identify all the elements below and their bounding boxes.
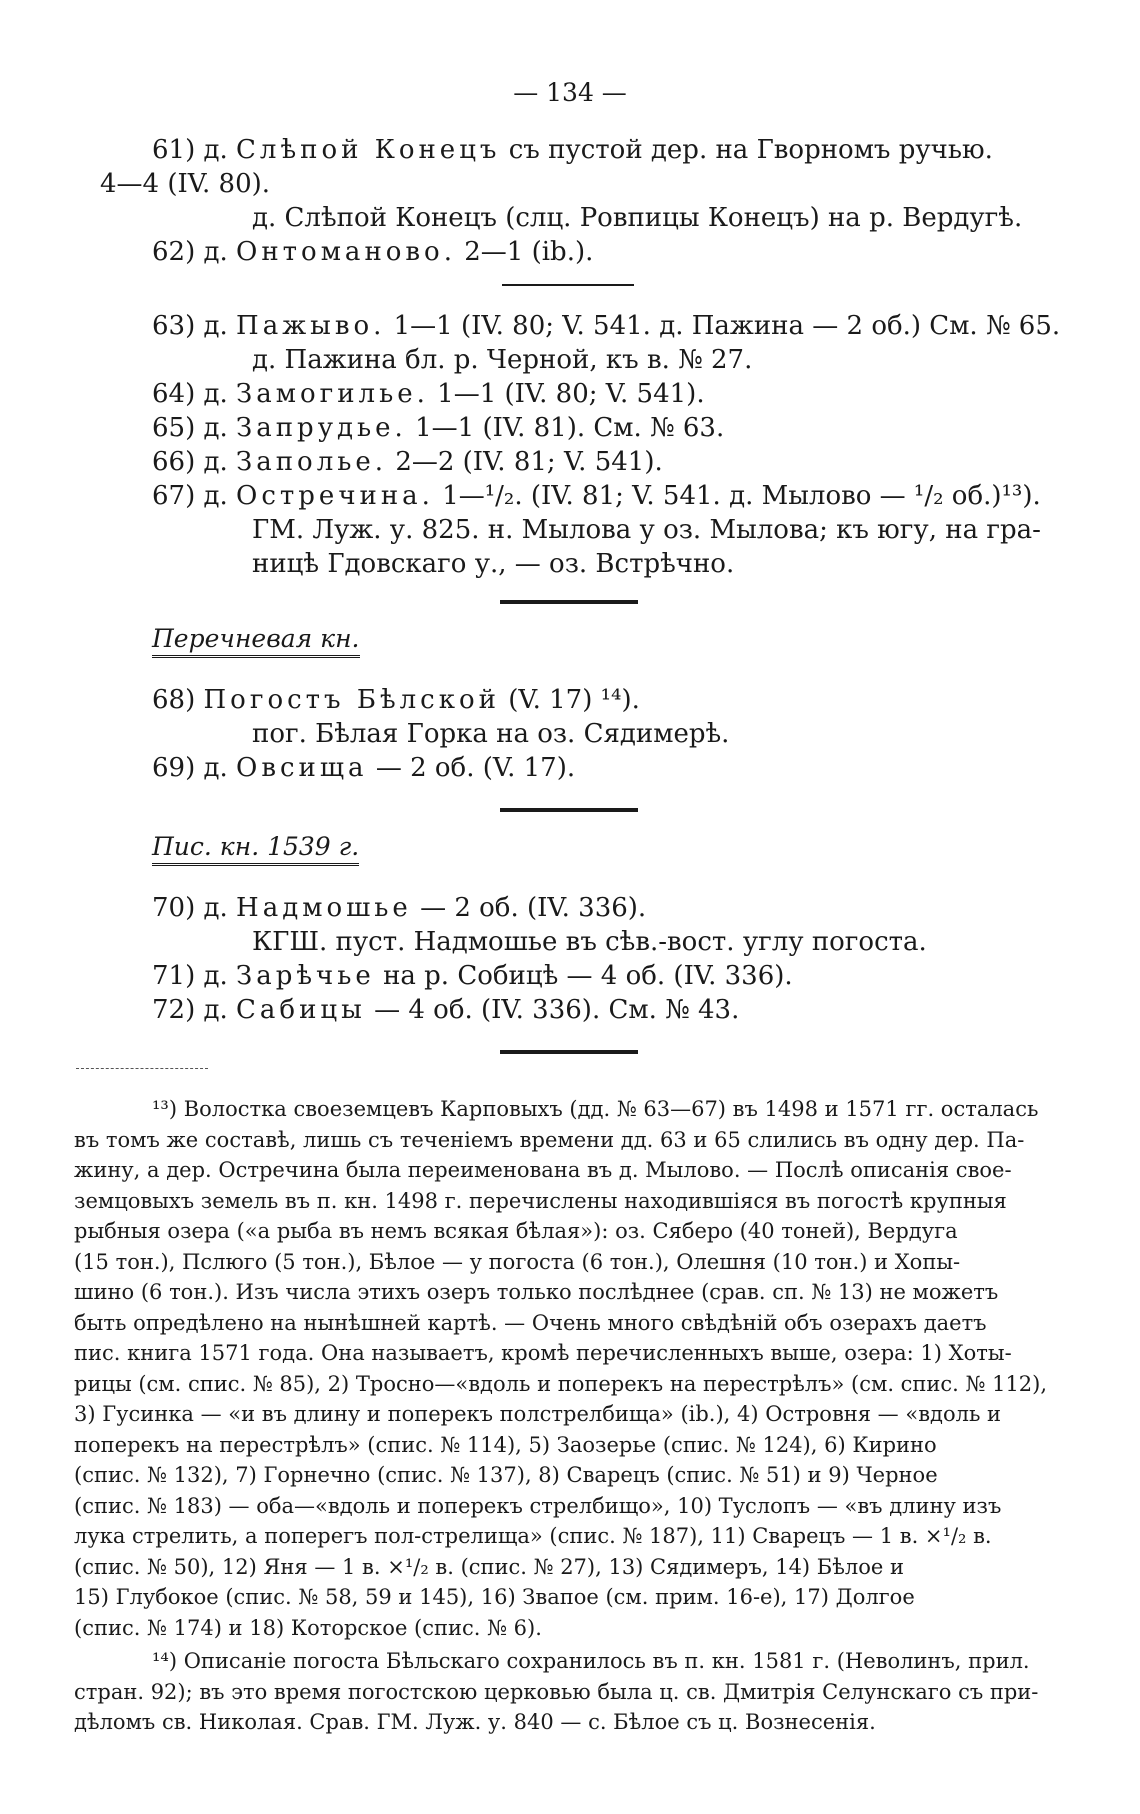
footnote-line: въ томъ же составѣ, лишь съ теченіемъ времени дд. 63 и 65 слились въ одну дер. Па- [74,1127,1025,1152]
entry-63: 63) д. Пажыво. 1—1 (IV. 80; V. 541. д. Пажина — 2 об.) См. № 65. [152,311,1061,341]
footnote-13 [74,1094,1074,1643]
footnote-line: дѣломъ св. Николая. Срав. ГМ. Луж. у. 840 — с. Бѣлое съ ц. Вознесенія. [74,1710,876,1734]
entry-67: 67) д. Остречина. 1—¹/₂. (IV. 81; V. 541. д. Мылово — ¹/₂ об.)¹³). [152,481,1041,511]
footnote-line: стран. 92); въ это время погостскою церковью была ц. св. Дмитрія Селунскаго съ при- [74,1679,1039,1704]
entry-64: 64) д. Замогилье. 1—1 (IV. 80; V. 541). [152,379,705,409]
footnote-line: лука стрелить, а поперегъ пол-стрелища» (спис. № 187), 11) Сварецъ — 1 в. ×¹/₂ в. [74,1524,992,1548]
footnote-line: (15 тон.), Пслюго (5 тон.), Бѣлое — у погоста (6 тон.), Олешня (10 тон.) и Хопы- [74,1249,961,1274]
section-heading-perechnevaya: Перечневая кн. [152,624,360,658]
section-heading-pis-kn: Пис. кн. 1539 г. [152,832,359,866]
section-rule [500,1050,638,1054]
entry-68: 68) Погостъ Бѣлской (V. 17) ¹⁴). [152,685,640,715]
footnote-line: (спис. № 132), 7) Горнечно (спис. № 137), 8) Сварецъ (спис. № 51) и 9) Черное [74,1463,938,1487]
entry-70-note: КГШ. пуст. Надмошье въ сѣв.-вост. углу погоста. [252,927,927,957]
entry-70: 70) д. Надмошье — 2 об. (IV. 336). [152,893,647,923]
entry-63-note: д. Пажина бл. р. Черной, къ в. № 27. [252,345,753,375]
footnote-line: (спис. № 50), 12) Яня — 1 в. ×¹/₂ в. (спис. № 27), 13) Сядимеръ, 14) Бѣлое и [74,1554,904,1579]
footnote-line: 3) Гусинка — «и въ длину и поперекъ полстрелбища» (ib.), 4) Островня — «вдоль и [74,1402,1002,1426]
entry-61-note: д. Слѣпой Конецъ (слц. Ровпицы Конецъ) на р. Вердугѣ. [252,203,1023,233]
entry-71: 71) д. Зарѣчье на р. Собицѣ — 4 об. (IV. 336). [152,961,793,991]
entry-68-note: пог. Бѣлая Горка на оз. Сядимерѣ. [252,719,730,749]
footnote-line: ¹⁴) Описаніе погоста Бѣльскаго сохранилось въ п. кн. 1581 г. (Неволинъ, прил. [152,1649,1030,1673]
entry-61-cont: 4—4 (IV. 80). [100,169,271,199]
footnote-line: пис. книга 1571 года. Она называетъ, кромѣ перечисленныхъ выше, озера: 1) Хоты- [74,1341,1012,1365]
thin-rule [502,284,634,286]
footnote-line: рыбныя озера («а рыба въ немъ всякая бѣлая»): оз. Сяберо (40 тоней), Вердуга [74,1219,958,1243]
entry-66: 66) д. Заполье. 2—2 (IV. 81; V. 541). [152,447,663,477]
section-rule [500,808,638,812]
entry-65: 65) д. Запрудье. 1—1 (IV. 81). См. № 63. [152,413,725,443]
section-rule [500,600,638,604]
footnote-separator [76,1068,208,1069]
footnote-line: ¹³) Волостка своеземцевъ Карповыхъ (дд. № 63—67) въ 1498 и 1571 гг. осталась [152,1097,1039,1121]
entry-61: 61) д. Слѣпой Конецъ съ пустой дер. на Гворномъ ручью. [152,135,993,165]
entry-72: 72) д. Сабицы — 4 об. (IV. 336). См. № 43. [152,995,740,1025]
footnote-line: быть опредѣлено на нынѣшней картѣ. — Очень много свѣдѣній объ озерахъ даетъ [74,1310,987,1335]
entry-69: 69) д. Овсища — 2 об. (V. 17). [152,753,576,783]
footnote-14 [74,1646,1074,1738]
page-number: — 134 — [513,78,627,107]
footnote-line: (спис. № 183) — оба—«вдоль и поперекъ стрелбищо», 10) Туслопъ — «въ длину изъ [74,1493,1002,1518]
entry-62: 62) д. Онтоманово. 2—1 (ib.). [152,237,594,267]
footnote-line: 15) Глубокое (спис. № 58, 59 и 145), 16) Звапое (см. прим. 16-е), 17) Долгое [74,1585,915,1609]
footnote-line: рицы (см. спис. № 85), 2) Тросно—«вдоль и поперекъ на перестрѣлъ» (см. спис. № 112), [74,1371,1048,1396]
entry-67-note: ГМ. Луж. у. 825. н. Мылова у оз. Мылова; къ югу, на гра- [252,515,1041,545]
entry-67-note-cont: ницѣ Гдовскаго у., — оз. Встрѣчно. [252,549,735,579]
footnote-line: жину, а дер. Остречина была переименована въ д. Мылово. — Послѣ описанія свое- [74,1158,1012,1182]
footnote-line: поперекъ на перестрѣлъ» (спис. № 114), 5) Заозерье (спис. № 124), 6) Кирино [74,1432,937,1457]
footnote-mark: ¹³) [152,1097,178,1121]
footnote-line: земцовыхъ земель въ п. кн. 1498 г. перечислены находившіяся въ погостѣ крупныя [74,1188,1007,1213]
footnote-mark: ¹⁴) [152,1649,178,1673]
footnote-line: шино (6 тон.). Изъ числа этихъ озеръ только послѣднее (срав. сп. № 13) не можетъ [74,1280,999,1304]
footnote-line: (спис. № 174) и 18) Которское (спис. № 6). [74,1615,542,1640]
